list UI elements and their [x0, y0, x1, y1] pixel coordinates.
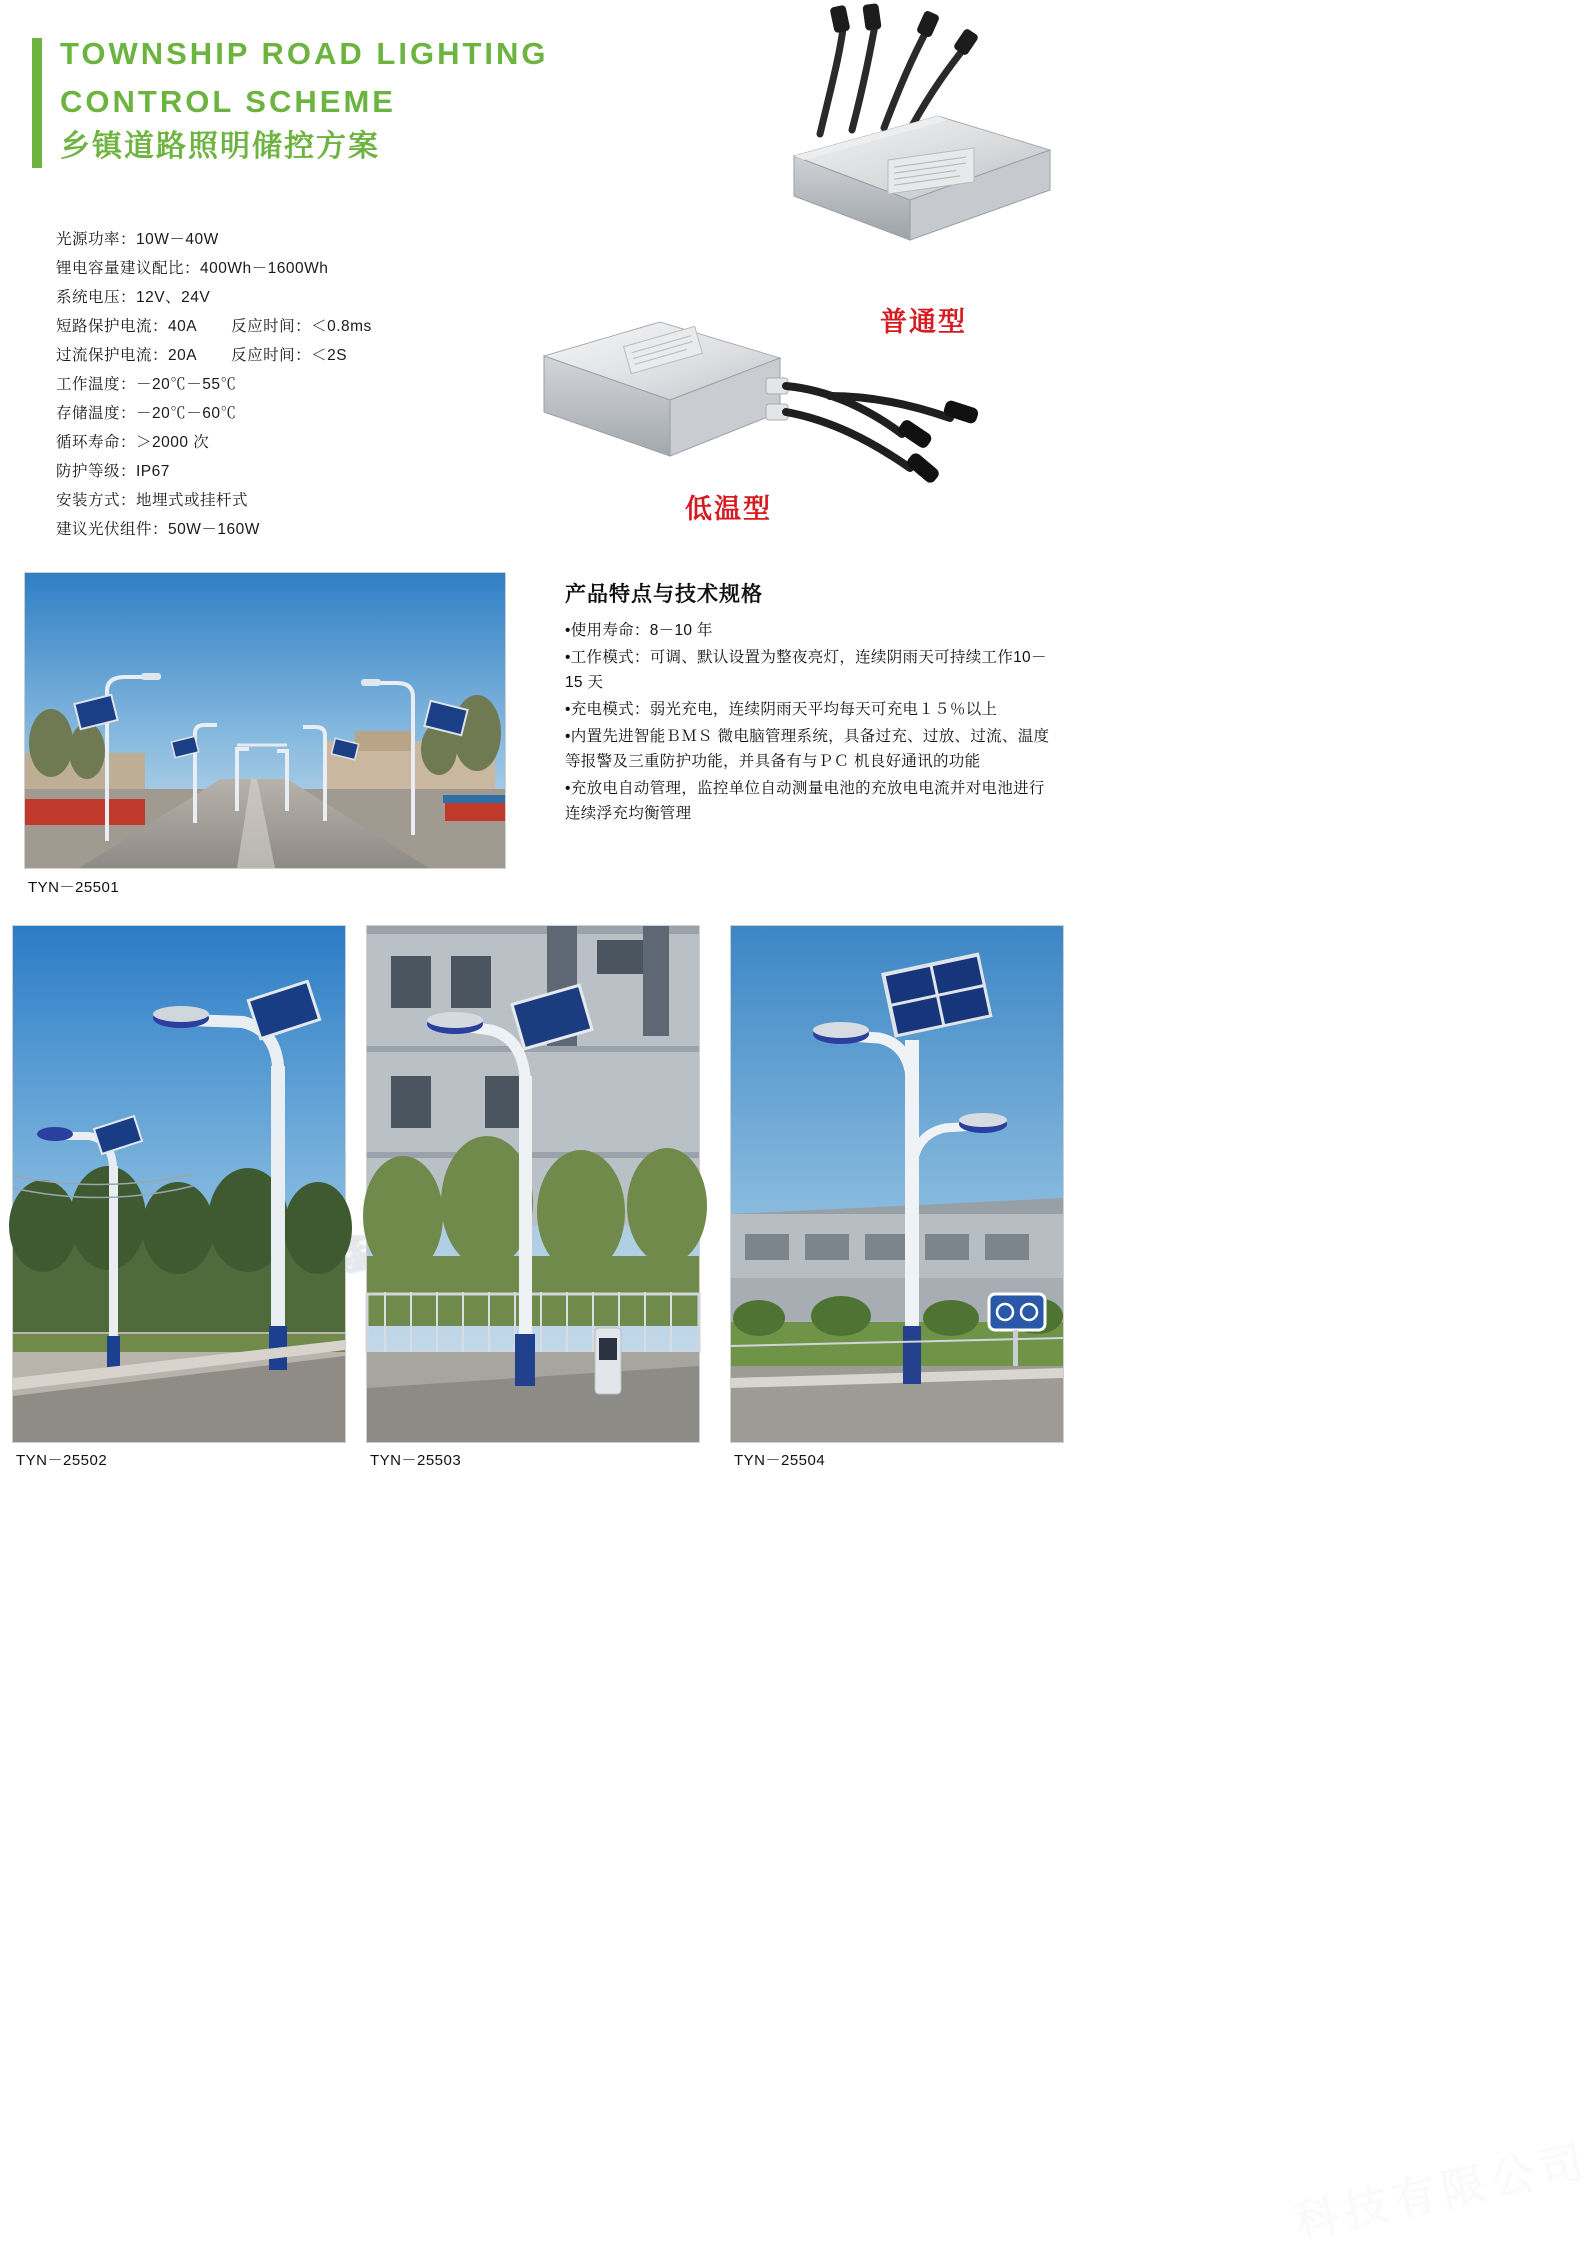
title-line-1: TOWNSHIP ROAD LIGHTING: [60, 36, 549, 71]
spec-text: 建议光伏组件：50W－160W: [56, 521, 260, 538]
label-normal-type: 普通型: [880, 307, 967, 337]
photo-tyn-25503: [366, 925, 700, 1443]
photo-tyn-25502: [12, 925, 346, 1443]
features-heading: 产品特点与技术规格: [565, 583, 763, 606]
photo-tyn-25501: [24, 572, 506, 869]
spec-row: [56, 312, 526, 341]
spec-text: 工作温度：－20℃－55℃: [56, 376, 237, 393]
spec-text: 过流保护电流：20A: [56, 347, 198, 364]
spec-row: [56, 486, 526, 515]
caption-tyn-25502: TYN－25502: [16, 1452, 108, 1469]
spec-text: 循环寿命：＞2000 次: [56, 434, 210, 451]
title-accent-bar: [32, 38, 42, 168]
spec-text: 锂电容量建议配比：400Wh－1600Wh: [56, 260, 329, 277]
spec-text: 存储温度：－20℃－60℃: [56, 405, 237, 422]
feature-item: •充电模式：弱光充电，连续阴雨天平均每天可充电１５％以上: [565, 701, 998, 718]
feature-item: •充放电自动管理，监控单位自动测量电池的充放电电流并对电池进行连续浮充均衡管理: [565, 780, 1045, 822]
features-section: [565, 578, 1055, 828]
spec-text: 短路保护电流：40A: [56, 318, 198, 335]
caption-tyn-25504: TYN－25504: [734, 1452, 826, 1469]
controller-photo-normal: [760, 4, 1060, 294]
caption-tyn-25503: TYN－25503: [370, 1452, 462, 1469]
watermark-text: 科技有限公司: [1290, 2137, 1594, 2248]
feature-item: •工作模式：可调、默认设置为整夜亮灯，连续阴雨天可持续工作10－15 天: [565, 649, 1047, 691]
caption-tyn-25501: TYN－25501: [28, 879, 120, 896]
feature-item: •使用寿命：8－10 年: [565, 622, 713, 639]
spec-text: 光源功率：10W－40W: [56, 231, 219, 248]
spec-row: [56, 428, 526, 457]
spec-row: [56, 370, 526, 399]
spec-row: [56, 457, 526, 486]
spec-row: [56, 283, 526, 312]
spec-text: 防护等级：IP67: [56, 463, 170, 480]
spec-row: [56, 515, 526, 544]
spec-row: [56, 399, 526, 428]
spec-row: [56, 341, 526, 370]
feature-item: •内置先进智能ＢＭＳ 微电脑管理系统，具备过充、过放、过流、温度等报警及三重防护功能，并具备有与ＰＣ 机良好通讯的功能: [565, 728, 1050, 770]
spec-text-secondary: 反应时间：＜0.8ms: [231, 318, 372, 335]
specification-list: [56, 225, 526, 544]
title-line-cn: 乡镇道路照明储控方案: [60, 130, 380, 163]
spec-row: [56, 225, 526, 254]
spec-text: 安装方式：地埋式或挂杆式: [56, 492, 249, 509]
title-line-2: CONTROL SCHEME: [60, 84, 396, 119]
spec-text: 系统电压：12V、24V: [56, 289, 211, 306]
spec-row: [56, 254, 526, 283]
title-block: [32, 30, 652, 168]
spec-text-secondary: 反应时间：＜2S: [231, 347, 348, 364]
label-low-temperature-type: 低温型: [685, 494, 772, 524]
